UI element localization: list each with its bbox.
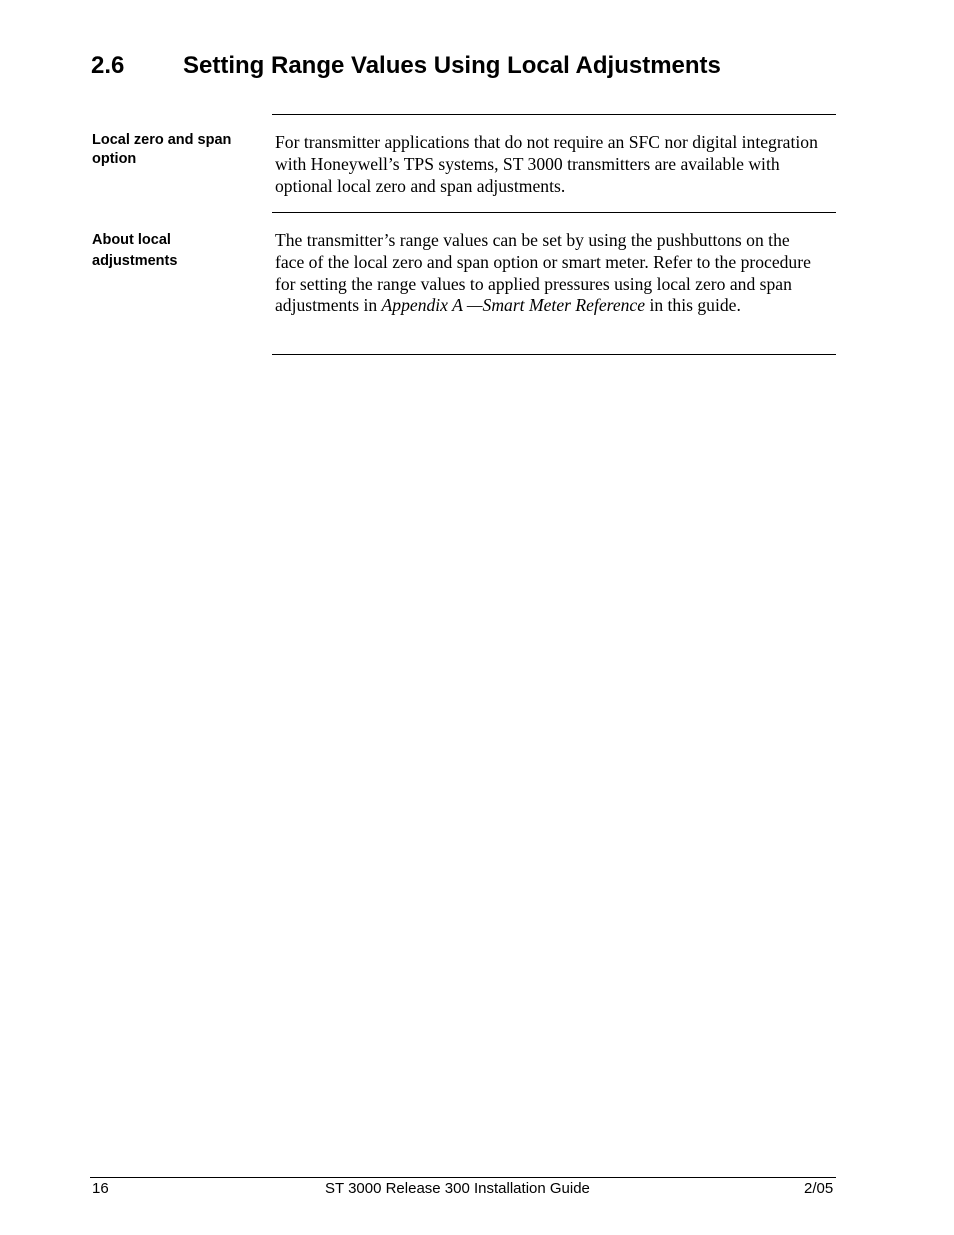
- footer-document-title: ST 3000 Release 300 Installation Guide: [325, 1180, 590, 1197]
- rule-top: [272, 114, 836, 115]
- section-number: 2.6: [91, 52, 125, 79]
- footer-page-number: 16: [92, 1180, 109, 1197]
- side-head-line: option: [92, 151, 137, 167]
- side-head-line: About local: [92, 232, 171, 248]
- body-text-run: The transmitter’s range values can be set by using the pushbuttons on the face of the local zero and span option or smart meter. Refer to the procedure for setting the range values to applied pressures using local zero and span adjustments in: [275, 230, 811, 316]
- rule-bottom: [272, 354, 836, 355]
- footer-rule: [90, 1177, 836, 1178]
- section-title: Setting Range Values Using Local Adjustments: [183, 52, 721, 79]
- appendix-reference: Appendix A —Smart Meter Reference: [381, 295, 646, 316]
- body-paragraph-about-local-adjustments: [275, 230, 820, 317]
- side-head-line: Local zero and span: [92, 132, 232, 148]
- side-head-local-zero-span-option: [92, 131, 257, 169]
- body-text-run: in this guide.: [645, 295, 741, 316]
- side-head-line: adjustments: [92, 253, 178, 269]
- footer-date: 2/05: [804, 1180, 834, 1197]
- side-head-about-local-adjustments: [92, 230, 257, 272]
- rule-middle: [272, 212, 836, 213]
- body-paragraph-local-zero-span-option: For transmitter applications that do not require an SFC nor digital integration with Honeywell’s TPS systems, ST 3000 transmitters are available with optional local zero and span adjustments.: [275, 132, 818, 196]
